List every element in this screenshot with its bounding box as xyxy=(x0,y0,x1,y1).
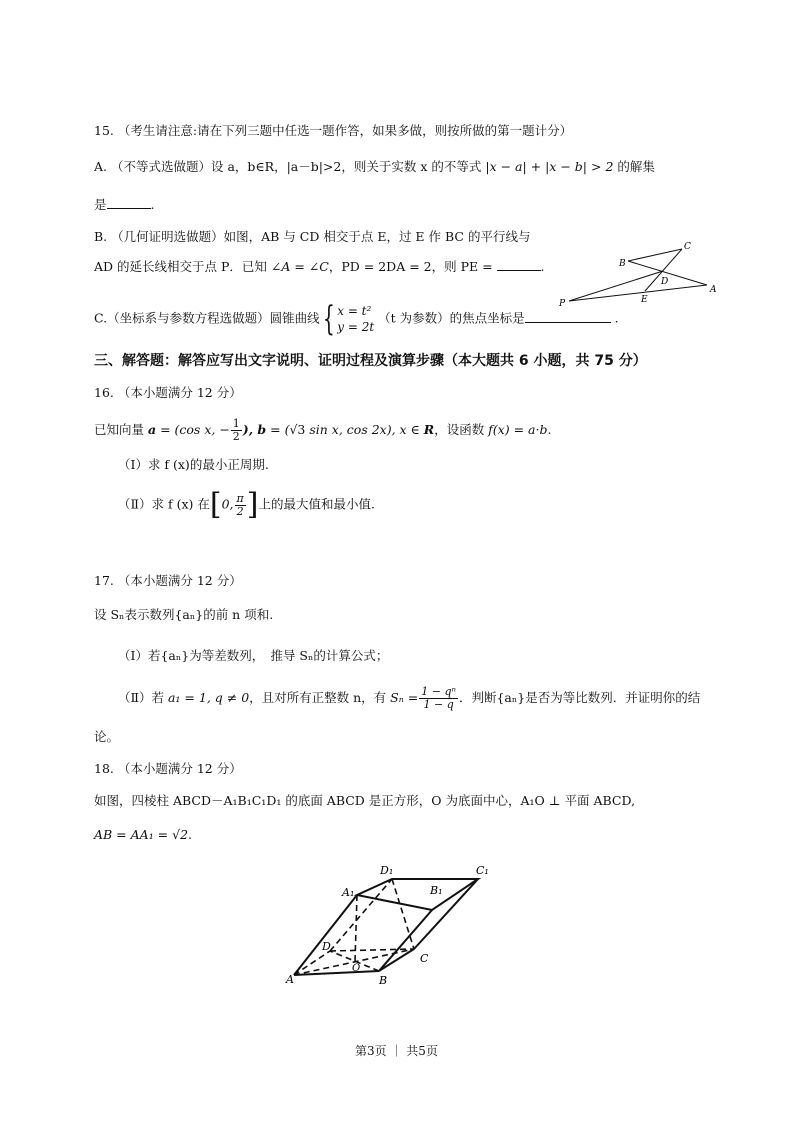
q15-a-text: A. （不等式选做题）设 a，b∈R，|a－b|>2，则关于实数 x 的不等式 xyxy=(94,159,482,174)
q16-vec-b-def: sin x, cos 2x), x ∈ xyxy=(305,422,424,437)
q16-vec-b-open: = ( xyxy=(266,422,290,437)
q17-part2-tail: ．判断{aₙ}是否为等比数列．并证明你的结 xyxy=(458,690,701,705)
q15-geometry-figure xyxy=(555,240,725,310)
q17-part2-mid: ，且对所有正整数 n，有 xyxy=(249,690,387,705)
q16-bracket-left: [ xyxy=(209,487,222,522)
q16-part2 xyxy=(118,487,375,522)
edge-dd1 xyxy=(330,879,392,951)
label-d1: D₁ xyxy=(380,864,394,877)
q16-pi-num: π xyxy=(236,491,244,505)
q15-c-system xyxy=(337,303,374,335)
label-c: C xyxy=(420,952,429,965)
q16-header: 16. （本小题满分 12 分） xyxy=(94,385,242,400)
q16-half-fraction xyxy=(231,418,242,443)
q15-option-a-answer: 是 . xyxy=(94,197,155,212)
edge-cc1 xyxy=(414,879,478,949)
label-d: D xyxy=(661,277,669,287)
q15-b-text: AD 的延长线相交于点 P．已知 xyxy=(94,259,267,274)
q18-prism-figure xyxy=(280,858,500,990)
q17-part2 xyxy=(118,686,700,711)
q16-given: 已知向量 a = (cos x, − $\frac{1}{2}$ ), b = (√3 sin x, cos 2x), x ∈ R，设函数 f(x) = a·b. xyxy=(94,417,552,443)
q16-real-set: R xyxy=(423,422,435,437)
q15-c-tail: （t 为参数）的焦点坐标是 xyxy=(378,310,525,326)
q18-header: 18. （本小题满分 12 分） xyxy=(94,761,242,776)
edge-dc xyxy=(330,949,414,951)
q16-part1: （Ⅰ）求 f (x)的最小正周期. xyxy=(118,457,269,472)
q15-option-c: C.（坐标系与参数方程选做题）圆锥曲线{ x = t² y = 2t （t 为参数）的焦点坐标是 . xyxy=(94,299,619,339)
q15-header: 15. （考生请注意:请在下列三题中任选一题作答，如果多做，则按所做的第一题计分） xyxy=(94,123,573,138)
q17-statement: 设 Sₙ表示数列{aₙ}的前 n 项和. xyxy=(94,607,274,622)
seg-a1o xyxy=(355,895,357,962)
q16-half-den: 2 xyxy=(232,430,240,443)
section-title: 三、解答题：解答应写出文字说明、证明过程及演算步骤（本大题共 6 小题，共 75 分） xyxy=(94,353,647,369)
q16-part2-pre: （Ⅱ）求 f (x) 在 xyxy=(118,496,210,512)
label-a: A xyxy=(710,285,717,295)
q15-c-brace: { xyxy=(322,299,335,339)
q18-line2: AB = AA₁ = √2. xyxy=(94,827,193,842)
q15-c-answer-blank[interactable] xyxy=(525,310,611,323)
q17-condition: a₁ = 1, q ≠ 0 xyxy=(167,690,250,705)
q16-pi-fraction xyxy=(235,493,246,518)
q15-c-eq1: x = t² xyxy=(337,304,372,318)
q17-sn: Sₙ = xyxy=(390,690,419,705)
q15-a-inequality: |x − a| + |x − b| > 2 xyxy=(485,159,614,174)
q16-function-def: f(x) = a·b xyxy=(484,422,548,437)
q16-pi-den: 2 xyxy=(236,504,244,518)
line-bc xyxy=(628,249,682,261)
q17-frac-num: 1 − qⁿ xyxy=(421,685,456,698)
q15-b-angle: ∠A = ∠C xyxy=(270,259,329,274)
q16-vec-a-def: = (cos x, − xyxy=(156,422,230,437)
q16-given-pre: 已知向量 xyxy=(94,422,145,437)
edge-ad xyxy=(294,951,330,975)
label-d: D xyxy=(322,940,331,953)
label-c: C xyxy=(684,242,691,252)
q15-a-answer-label: 是 xyxy=(94,197,107,212)
q16-vec-a: a xyxy=(148,422,157,437)
q17-part2-pre: （Ⅱ）若 xyxy=(118,690,164,705)
q17-part1: （Ⅰ）若{aₙ}为等差数列， 推导 Sₙ的计算公式； xyxy=(118,648,389,663)
q16-sqrt3: √3 xyxy=(289,422,306,437)
seg-d1c xyxy=(392,879,414,949)
q16-part2-post: 上的最大值和最小值. xyxy=(258,496,375,512)
label-a: A xyxy=(286,973,294,986)
q18-line1: 如图，四棱柱 ABCD－A₁B₁C₁D₁ 的底面 ABCD 是正方形，O 为底面中心，A₁O ⊥ 平面 ABCD, xyxy=(94,793,636,808)
label-b1: B₁ xyxy=(430,884,443,897)
q15-c-eq2: y = 2t xyxy=(337,320,375,334)
label-p: P xyxy=(559,299,566,309)
q17-sn-fraction xyxy=(419,686,458,711)
q15-b-answer-blank[interactable] xyxy=(497,258,541,271)
label-c1: C₁ xyxy=(476,864,489,877)
q15-c-text: C.（坐标系与参数方程选做题）圆锥曲线 xyxy=(94,310,320,326)
label-e: E xyxy=(641,295,648,305)
q15-option-b-line1: B. （几何证明选做题）如图，AB 与 CD 相交于点 E，过 E 作 BC 的平行线与 xyxy=(94,229,531,244)
q15-option-a xyxy=(94,158,655,176)
q16-vec-b: ), b xyxy=(242,422,267,437)
q15-a-answer-blank[interactable] xyxy=(107,196,151,209)
q16-interval-left: 0, xyxy=(221,496,234,512)
label-o: O xyxy=(352,963,361,974)
q15-a-tail: 的解集 xyxy=(617,159,655,174)
label-b: B xyxy=(619,259,626,269)
page-footer: 第3页 ｜ 共5页 xyxy=(355,1044,438,1058)
q17-part2-end: 论。 xyxy=(94,729,120,744)
label-b: B xyxy=(379,974,388,987)
q15-b-given: ，PD = 2DA = 2，则 PE = xyxy=(328,259,493,274)
label-a1: A₁ xyxy=(342,886,355,899)
q16-given-post: ，设函数 xyxy=(434,422,485,437)
top-face xyxy=(357,879,478,910)
q16-bracket-right: ] xyxy=(246,487,259,522)
q16-half-num: 1 xyxy=(232,417,240,430)
q17-header: 17. （本小题满分 12 分） xyxy=(94,573,242,588)
q15-option-b-line2: AD 的延长线相交于点 P．已知 ∠A = ∠C，PD = 2DA = 2，则 PE = . xyxy=(94,259,545,274)
line-pa xyxy=(569,285,707,301)
q18-equation: AB = AA₁ = √2 xyxy=(94,827,189,842)
q17-frac-den: 1 − q xyxy=(423,698,454,711)
